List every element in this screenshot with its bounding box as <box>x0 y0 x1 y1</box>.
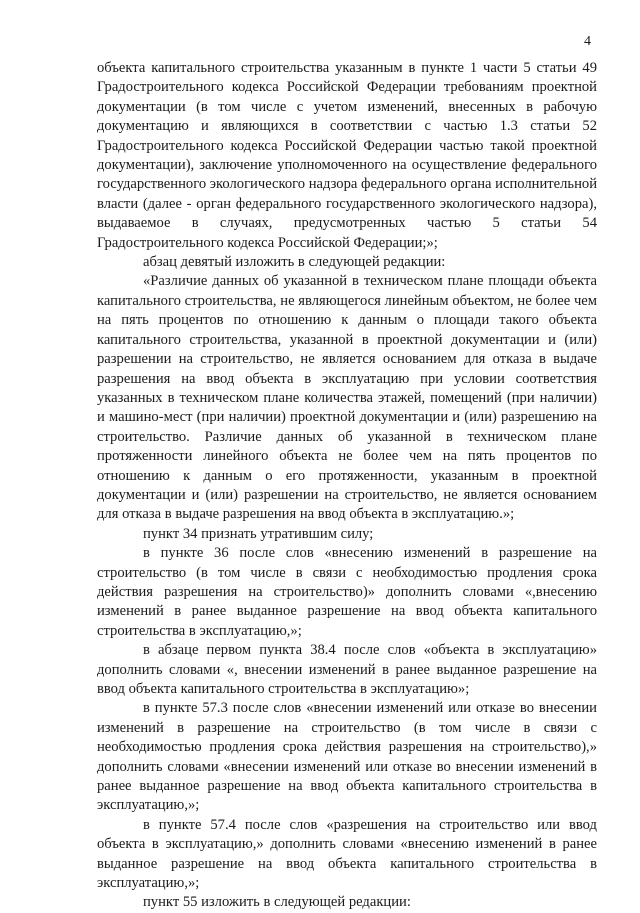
paragraph-item-57-4: в пункте 57.4 после слов «разрешения на строительство или ввод объекта в эксплуатацию,» дополнить словами «внесению изменений в ранее выданное разрешение на ввод объекта капитального строительства в эксплуатацию,»; <box>97 816 597 892</box>
paragraph-item-55: пункт 55 изложить в следующей редакции: <box>143 894 411 911</box>
paragraph-item-57-3: в пункте 57.3 после слов «внесении изменений или отказе во внесении изменений в разрешение на строительство (в том числе в связи с необходимостью продления срока действия разрешения на строительство),» дополнить словами «внесении изменений или отказе во внесении изменений в ранее выданное разрешение на ввод объекта капитального строительства в эксплуатацию,»; <box>97 700 597 814</box>
paragraph-instruction-abzac: абзац девятый изложить в следующей редакции: <box>143 254 446 271</box>
paragraph-item-38-4: в абзаце первом пункта 38.4 после слов «объекта в эксплуатацию» дополнить словами «, внесении изменений в ранее выданное разрешение на ввод объекта капитального строительства в эксплуатацию»; <box>97 642 597 697</box>
paragraph-quoted-text: «Различие данных об указанной в техническом плане площади объекта капитального строительства, не являющегося линейным объектом, не более чем на пять процентов по отношению к данным о площади такого объекта капитального строительства, указанной в проектной документации и (или) разрешении на строительство, не является основанием для отказа в выдаче разрешения на ввод объекта в эксплуатацию при условии соответствия указанных в техническом плане количества этажей, помещений (при наличии) и машино-мест (при наличии) проектной документации и (или) разрешению на строительство. Различие данных об указанной в техническом плане протяженности линейного объекта не более чем на пять процентов по отношению к данным о его протяженности, указанным в проектной документации и (или) разрешении на строительство, не является основанием для отказа в выдаче разрешения на ввод объекта в эксплуатацию.»; <box>97 273 597 523</box>
paragraph-item-34: пункт 34 признать утратившим силу; <box>143 525 374 542</box>
paragraph-continuation: объекта капитального строительства указанным в пункте 1 части 5 статьи 49 Градостроительного кодекса Российской Федерации требованиям проектной документации (в том числе с учетом изменений, внесенных в рабочую документацию и являющихся в соответствии с частью 1.3 статьи 52 Градостроительного кодекса Российской Федерации частью такой проектной документации), заключение уполномоченного на осуществление федерального государственного экологического надзора федерального органа исполнительной власти (далее - орган федерального государственного экологического надзора), выдаваемое в случаях, предусмотренных частью 5 статьи 54 Градостроительного кодекса Российской Федерации;»; <box>97 60 597 251</box>
page-number: 4 <box>584 34 591 49</box>
document-body <box>97 59 597 913</box>
paragraph-item-36: в пункте 36 после слов «внесению изменений в разрешение на строительство (в том числе в связи с необходимостью продления срока действия разрешения на строительство)» дополнить словами «,внесению изменений в ранее выданное разрешение на ввод объекта капитального строительства в эксплуатацию,»; <box>97 545 597 639</box>
